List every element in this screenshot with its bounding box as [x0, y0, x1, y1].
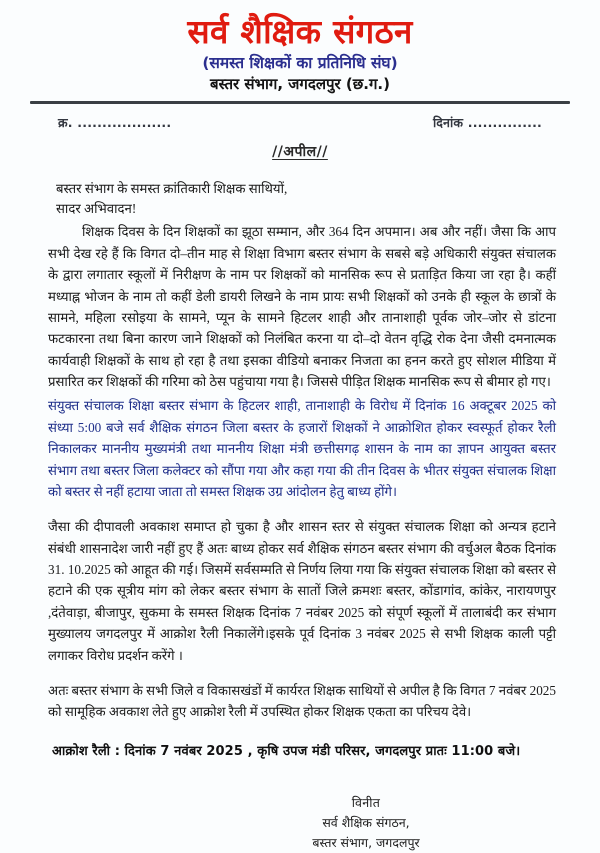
- salutation-line-2: सादर अभिवादन!: [56, 201, 137, 216]
- appeal-heading: [30, 131, 570, 161]
- paragraph-grievance: शिक्षक दिवस के दिन शिक्षकों का झूठा सम्मान, और 364 दिन अपमान। अब और नहीं। जैसा कि आप सभी देख रहे हैं कि विगत दो–तीन माह से शिक्षा विभाग बस्तर संभाग के सबसे बड़े अधिकारी संयुक्त संचालक के द्वारा लगातार स्कूलों में निरीक्षण के नाम पर शिक्षकों को मानसिक रूप से प्रताड़ित किया जा रहा है। कहीं मध्याह्न भोजन के नाम तो कहीं डेली डायरी लिखने के नाम प्रायः सभी शिक्षकों को उनके ही स्कूल के छात्रों के सामने, महिला रसोइया के सामने, प्यून के सामने हिटलर शाही और तानाशाही पूर्वक जोर–जोर से डांटना फटकारना तथा बिना कारण जाने शिक्षकों को निलंबित करना या दो–दो वेतन वृद्धि रोक देना जैसी दमनात्मक कार्यवाही शिक्षकों के साथ हो रहा है तथा इसका वीडियो बनाकर निजता का हनन करते हुए सोशल मीडिया में प्रसारित कर शिक्षकों की गरिमा को ठेस पहुंचाया गया है। जिससे पीड़ित शिक्षक मानसिक रूप से बीमार हो गए।: [48, 224, 556, 390]
- date-field: दिनांक ...............: [432, 114, 542, 130]
- paragraph-protest-memorandum: संयुक्त संचालक शिक्षा बस्तर संभाग के हिटलर शाही, तानाशाही के विरोध में दिनांक 16 अक्टूबर 2025 को संध्या 5:00 बजे सर्व शैक्षिक संगठन जिला बस्तर के हजारों शिक्षकों ने आक्रोशित होकर स्वस्फूर्त होकर रैली निकालकर माननीय मुख्यमंत्री तथा माननीय शिक्षा मंत्री छत्तीसगढ़ शासन के नाम का ज्ञापन आयुक्त बस्तर संभाग तथा बस्तर जिला कलेक्टर को सौंपा गया और कहा गया की तीन दिवस के भीतर संयुक्त संचालक शिक्षा को बस्तर से नहीं हटाया जाता तो समस्त शिक्षक उग्र आंदोलन हेतु बाध्य होंगे।: [48, 398, 556, 499]
- signature-location: बस्तर संभाग, जगदलपुर: [312, 835, 420, 851]
- letter-body: [30, 161, 570, 853]
- rally-announcement: आक्रोश रैली : दिनांक 7 नवंबर 2025 , कृषि उपज मंडी परिसर, जगदलपुर प्रातः 11:00 बजे।: [52, 743, 521, 759]
- salutation-line-1: बस्तर संभाग के समस्त क्रांतिकारी शिक्षक साथियों,: [56, 180, 288, 196]
- signature-block: [48, 759, 556, 853]
- salutation-block: [48, 179, 556, 220]
- signature-organization: सर्व शैक्षिक संगठन,: [322, 814, 410, 830]
- paragraph-appeal-request: अतः बस्तर संभाग के सभी जिले व विकासखंडों में कार्यरत शिक्षक साथियों से अपील है कि विगत 7 नवंबर 2025 को सामूहिक अवकाश लेते हुए आक्रोश रैली में उपस्थित होकर शिक्षक एकता का परिचय देवे।: [48, 682, 556, 720]
- appeal-heading-text: //अपील//: [272, 143, 328, 160]
- organization-title: सर्व शैक्षिक संगठन: [187, 12, 413, 51]
- organization-location: बस्तर संभाग, जगदलपुर (छ.ग.): [210, 74, 390, 93]
- paragraph-meeting-decision: जैसा की दीपावली अवकाश समाप्त हो चुका है और शासन स्तर से संयुक्त संचालक शिक्षा को अन्यत्र हटाने संबंधी शासनादेश जारी नहीं हुए हैं अतः बाध्य होकर सर्व शैक्षिक संगठन बस्तर संभाग की वर्चुअल बैठक दिनांक 31. 10.2025 को आहूत की गई। जिसमें सर्वसम्मति से निर्णय लिया गया कि संयुक्त संचालक शिक्षा को बस्तर से हटाने की एक सूत्रीय मांग को लेकर बस्तर संभाग के सातों जिले क्रमशः बस्तर, कोंडागांव, कांकेर, नारायणपुर ,दंतेवाड़ा, बीजापुर, सुकमा के समस्त शिक्षक दिनांक 7 नवंबर 2025 को संपूर्ण स्कूलों में तालाबंदी कर संभाग मुख्यालय जगदलपुर में आक्रोश रैली निकालेंगे।इसके पूर्व दिनांक 3 नवंबर 2025 से सभी शिक्षक काली पट्टी लगाकर विरोध प्रदर्शन करेंगे ।: [48, 519, 556, 663]
- letterhead: [30, 0, 570, 104]
- reference-number-field: क्र. ...................: [58, 114, 172, 130]
- letter-meta-row: [30, 104, 570, 131]
- organization-subtitle: (समस्त शिक्षकों का प्रतिनिधि संघ): [202, 53, 398, 72]
- signature-closing: विनीत: [351, 794, 381, 810]
